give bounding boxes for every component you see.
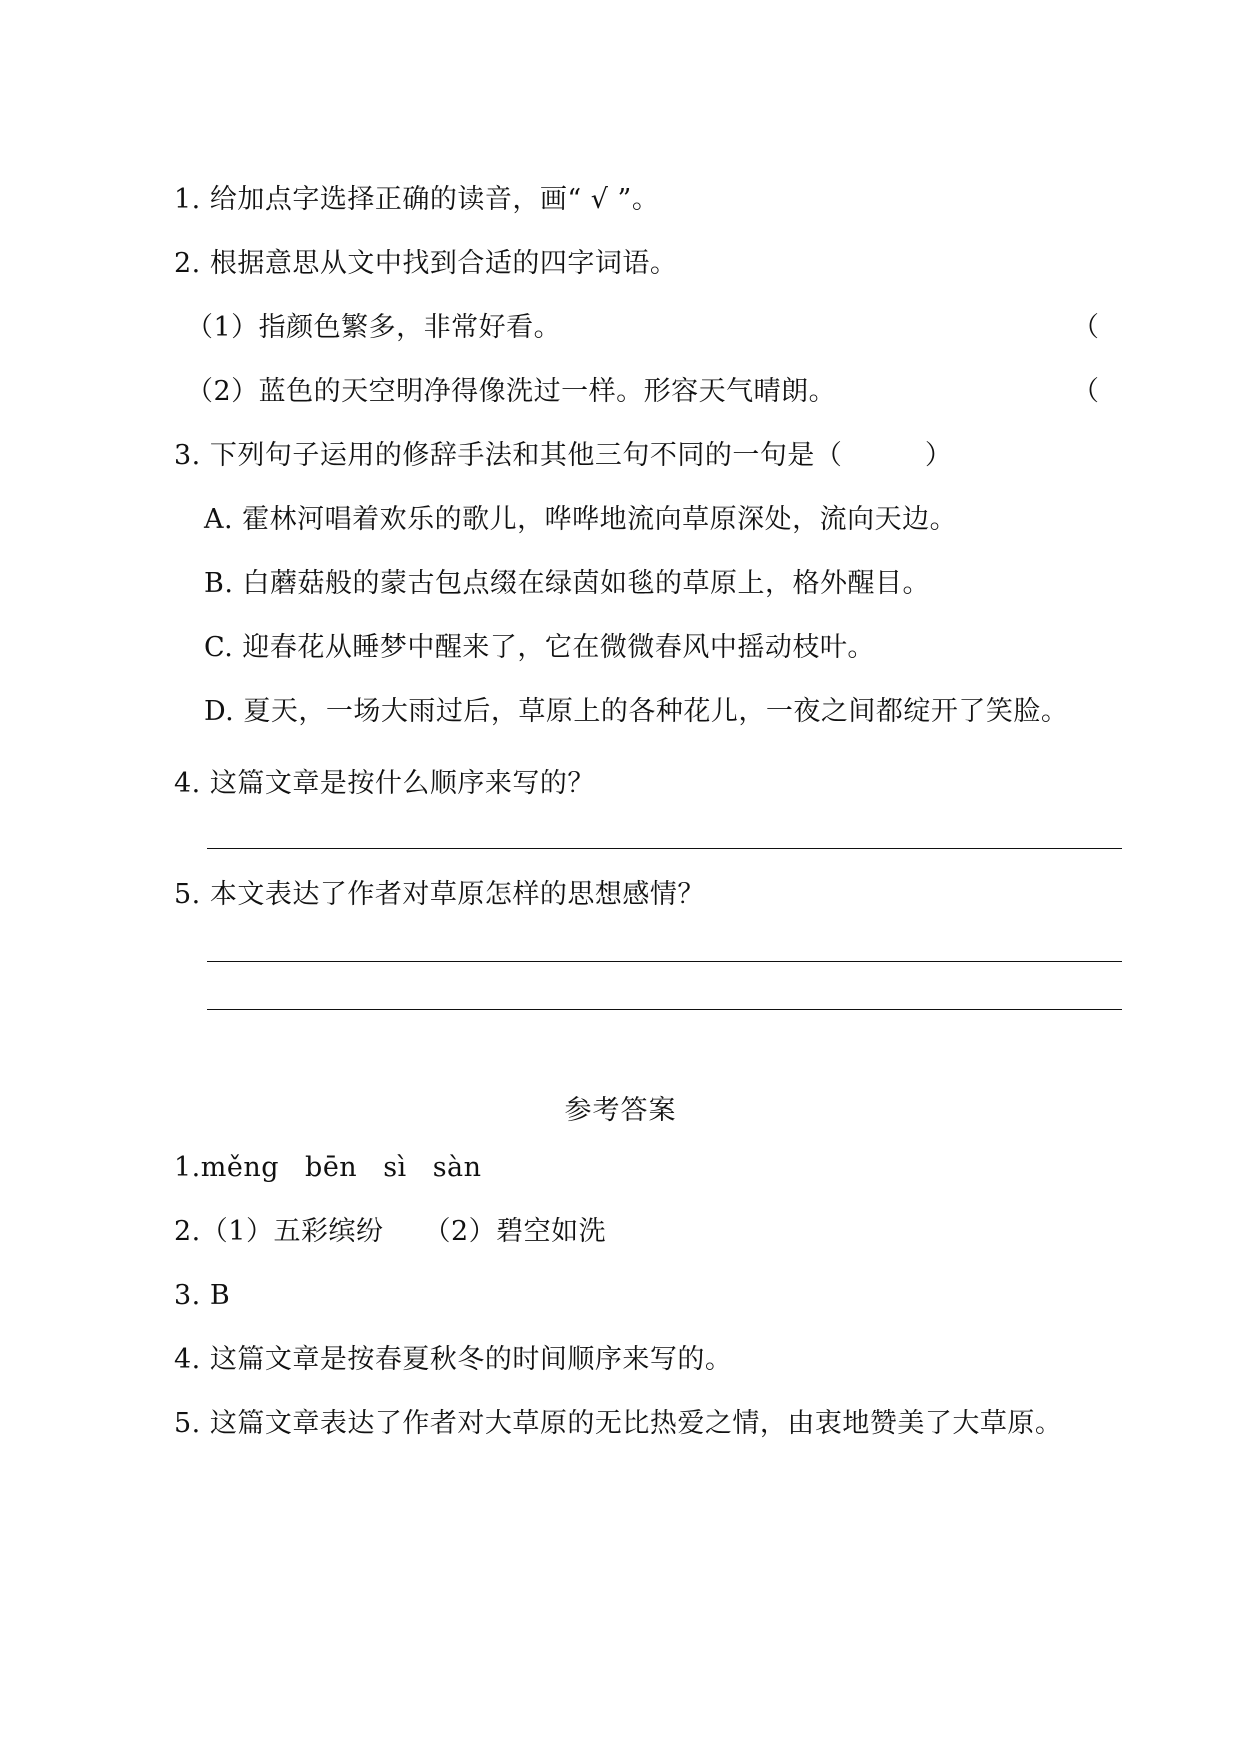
question-2-item-1-answer-paren: （ — [1072, 312, 1099, 343]
answer-key-heading: 参考答案 — [564, 1095, 677, 1126]
answer-5: 5. 这篇文章表达了作者对大草原的无比热爱之情，由衷地赞美了大草原。 — [174, 1408, 1063, 1439]
question-3-option-a: A. 霍林河唱着欢乐的歌儿，哗哗地流向草原深处，流向天边。 — [204, 504, 958, 535]
answer-2-prefix: 2. — [174, 1216, 201, 1247]
question-5: 5. 本文表达了作者对草原怎样的思想感情？ — [174, 879, 705, 910]
answer-1-pinyin-1: měng — [200, 1152, 280, 1183]
question-4-answer-line — [207, 848, 1122, 849]
answer-1-pinyin-3: sì — [383, 1152, 407, 1183]
question-1: 1. 给加点字选择正确的读音，画“ √ ”。 — [174, 184, 660, 215]
question-3-option-b: B. 白蘑菇般的蒙古包点缀在绿茵如毯的草原上，格外醒目。 — [204, 568, 931, 599]
question-5-answer-line-2 — [207, 1009, 1122, 1010]
question-3: 3. 下列句子运用的修辞手法和其他三句不同的一句是（ ） — [174, 440, 953, 471]
answer-3: 3. B — [174, 1280, 231, 1311]
answer-1 — [174, 1150, 482, 1186]
answer-2-part-1: （1）五彩缤纷 — [200, 1216, 384, 1247]
answer-1-pinyin-2: bēn — [305, 1152, 358, 1183]
question-2-item-1: （1）指颜色繁多，非常好看。 — [186, 312, 562, 343]
answer-2 — [174, 1214, 606, 1250]
answer-1-pinyin-4: sàn — [432, 1152, 482, 1183]
question-2-item-2-answer-paren: （ — [1072, 376, 1099, 407]
question-3-option-d: D. 夏天，一场大雨过后，草原上的各种花儿，一夜之间都绽开了笑脸。 — [204, 696, 1069, 727]
answer-2-part-2: （2）碧空如洗 — [423, 1216, 607, 1247]
question-5-answer-line-1 — [207, 961, 1122, 962]
question-2: 2. 根据意思从文中找到合适的四字词语。 — [174, 248, 678, 279]
question-2-item-2: （2）蓝色的天空明净得像洗过一样。形容天气晴朗。 — [186, 376, 837, 407]
answer-1-prefix: 1. — [174, 1152, 201, 1183]
answer-4: 4. 这篇文章是按春夏秋冬的时间顺序来写的。 — [174, 1344, 733, 1375]
question-4: 4. 这篇文章是按什么顺序来写的？ — [174, 768, 595, 799]
question-3-option-c: C. 迎春花从睡梦中醒来了，它在微微春风中摇动枝叶。 — [204, 632, 875, 663]
